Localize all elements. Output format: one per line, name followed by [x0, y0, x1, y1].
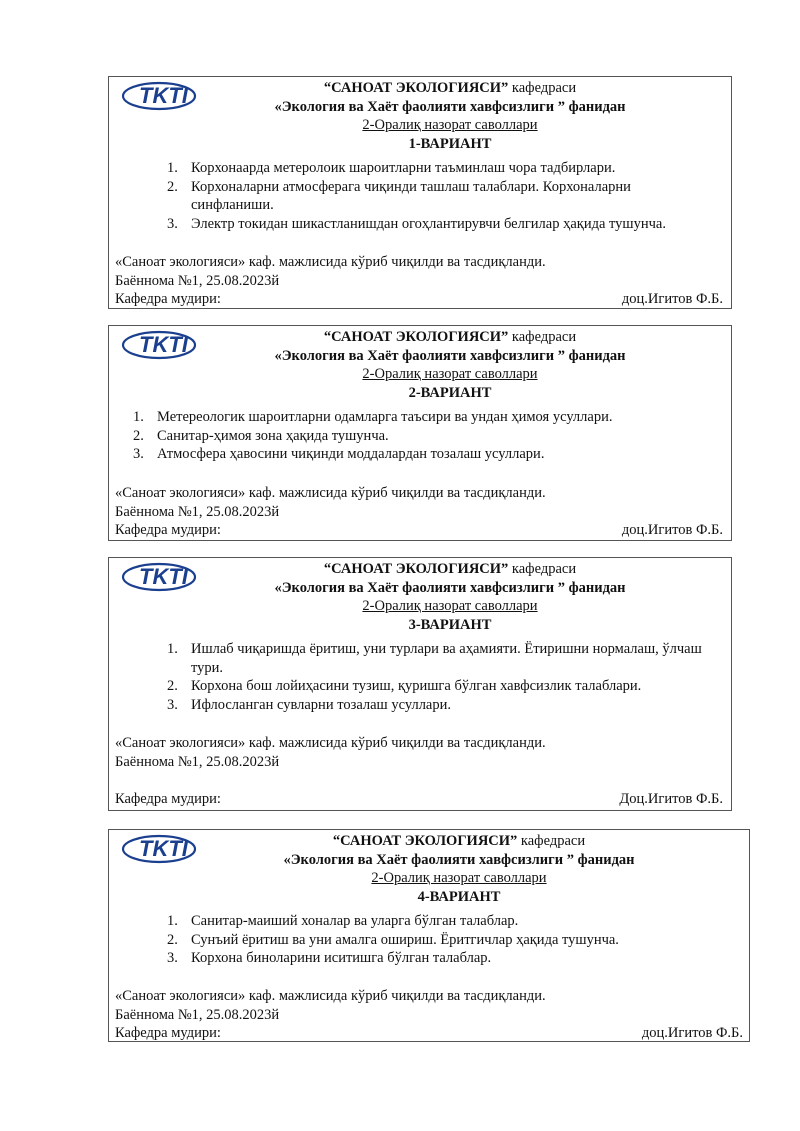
question-item — [167, 178, 701, 215]
dept-name: “САНОАТ ЭКОЛОГИЯСИ” — [332, 833, 518, 849]
subject-title: «Экология ва Хаёт фаолияти хавфсизлиги ” фанидан — [283, 851, 635, 868]
question-text: Сунъий ёритиш ва уни амалга ошириш. Ёритгичлар ҳақида тушунча. — [191, 931, 619, 948]
dept-name: “САНОАТ ЭКОЛОГИЯСИ” — [323, 80, 509, 96]
question-list — [133, 408, 711, 464]
dept-name: “САНОАТ ЭКОЛОГИЯСИ” — [323, 329, 509, 345]
question-text: Корхоналарни атмосферага чиқинди ташлаш талаблари. Корхоналарни синфланиши. — [191, 178, 631, 213]
question-item — [167, 912, 719, 931]
exam-title: 2-Оралиқ назорат саволлари — [371, 870, 547, 886]
question-text: Ишлаб чиқаришда ёритиш, уни турлари ва аҳамияти. Ётиришни нормалаш, ўлчаш тури. — [191, 641, 702, 676]
dept-name: “САНОАТ ЭКОЛОГИЯСИ” — [323, 561, 509, 577]
card-footer — [115, 987, 743, 1043]
exam-title: 2-Оралиқ назорат саволлари — [362, 598, 538, 614]
variant-card-1 — [108, 76, 732, 309]
variant-title: 3-ВАРИАНТ — [408, 616, 492, 633]
question-number: 1. — [167, 160, 178, 176]
logo-text: TKTI — [139, 564, 188, 589]
question-number: 3. — [133, 446, 144, 462]
head-name: доц.Игитов Ф.Б. — [621, 522, 723, 538]
protocol-text: Баённома №1, 25.08.2023й — [115, 503, 280, 520]
question-number: 2. — [167, 178, 178, 195]
question-text: Санитар-ҳимоя зона ҳақида тушунча. — [157, 427, 389, 444]
dept-suffix: кафедраси — [517, 833, 586, 849]
question-item — [133, 408, 711, 427]
dept-suffix: кафедраси — [508, 561, 577, 577]
card-footer — [115, 253, 723, 309]
head-name: Доц.Игитов Ф.Б. — [619, 790, 723, 807]
card-footer — [115, 484, 723, 540]
tkti-logo — [119, 559, 203, 593]
question-number: 2. — [133, 427, 144, 444]
question-item — [167, 949, 719, 968]
question-number: 3. — [167, 696, 178, 713]
question-item — [167, 677, 731, 696]
question-list — [167, 159, 701, 233]
protocol-text: Баённома №1, 25.08.2023й — [115, 1006, 280, 1023]
variant-card-2 — [108, 325, 732, 541]
variant-card-4 — [108, 829, 750, 1042]
logo-text: TKTI — [139, 836, 188, 861]
question-item — [167, 215, 701, 234]
tkti-logo — [119, 78, 203, 112]
question-number: 3. — [167, 215, 178, 232]
head-label: Кафедра мудири: — [115, 790, 221, 807]
subject-title: «Экология ва Хаёт фаолияти хавфсизлиги ” фанидан — [274, 579, 626, 596]
question-item — [167, 931, 719, 950]
variant-title: 1-ВАРИАНТ — [408, 135, 492, 152]
protocol-text: Баённома №1, 25.08.2023й — [115, 272, 280, 289]
question-text: Корхона бош лойиҳасини тузиш, қуришга бўлган хавфсизлик талаблари. — [191, 678, 642, 694]
logo-text: TKTI — [139, 332, 188, 357]
question-text: Корхонаарда метеролоик шароитларни таъминлаш чора тадбирлари. — [191, 160, 616, 176]
approval-text: «Саноат экологияси» каф. мажлисида кўриб чиқилди ва тасдиқланди. — [115, 254, 546, 270]
approval-text: «Саноат экологияси» каф. мажлисида кўриб чиқилди ва тасдиқланди. — [115, 735, 546, 751]
exam-title: 2-Оралиқ назорат саволлари — [362, 117, 538, 133]
question-number: 1. — [133, 409, 144, 425]
question-number: 1. — [167, 641, 178, 657]
question-number: 2. — [167, 931, 178, 948]
question-text: Корхона биноларини иситишга бўлган талаблар. — [191, 950, 492, 966]
subject-title: «Экология ва Хаёт фаолияти хавфсизлиги ” фанидан — [274, 98, 626, 115]
question-text: Метереологик шароитларни одамларга таъсири ва ундан ҳимоя усуллари. — [157, 409, 613, 425]
variant-title: 2-ВАРИАНТ — [408, 384, 492, 401]
logo-text: TKTI — [139, 83, 188, 108]
head-label: Кафедра мудири: — [115, 1025, 221, 1041]
card-footer — [115, 734, 723, 808]
question-text: Атмосфера ҳавосини чиқинди моддалардан тозалаш усуллари. — [157, 446, 545, 462]
question-item — [167, 640, 731, 677]
question-number: 1. — [167, 913, 178, 929]
tkti-logo — [119, 327, 203, 361]
variant-title: 4-ВАРИАНТ — [417, 888, 501, 905]
question-item — [133, 427, 711, 446]
question-list — [167, 640, 731, 714]
dept-suffix: кафедраси — [508, 329, 577, 345]
question-text: Электр токидан шикастланишдан огоҳлантирувчи белгилар ҳақида тушунча. — [191, 215, 666, 232]
question-number: 3. — [167, 950, 178, 966]
subject-title: «Экология ва Хаёт фаолияти хавфсизлиги ” фанидан — [274, 347, 626, 364]
question-number: 2. — [167, 678, 178, 694]
question-list — [167, 912, 719, 968]
approval-text: «Саноат экологияси» каф. мажлисида кўриб чиқилди ва тасдиқланди. — [115, 988, 546, 1004]
tkti-logo — [119, 831, 203, 865]
question-item — [167, 696, 731, 715]
question-text: Санитар-маиший хоналар ва уларга бўлган талаблар. — [191, 913, 519, 929]
head-name: доц.Игитов Ф.Б. — [621, 291, 723, 307]
head-label: Кафедра мудири: — [115, 522, 221, 538]
exam-title: 2-Оралиқ назорат саволлари — [362, 366, 538, 382]
dept-suffix: кафедраси — [508, 80, 577, 96]
approval-text: «Саноат экологияси» каф. мажлисида кўриб чиқилди ва тасдиқланди. — [115, 485, 546, 501]
head-name: доц.Игитов Ф.Б. — [641, 1025, 743, 1041]
head-label: Кафедра мудири: — [115, 291, 221, 307]
question-text: Ифлосланган сувларни тозалаш усуллари. — [191, 696, 452, 713]
variant-card-3 — [108, 557, 732, 811]
question-item — [133, 445, 711, 464]
question-item — [167, 159, 701, 178]
card-header — [109, 832, 749, 906]
protocol-text: Баённома №1, 25.08.2023й — [115, 753, 280, 770]
